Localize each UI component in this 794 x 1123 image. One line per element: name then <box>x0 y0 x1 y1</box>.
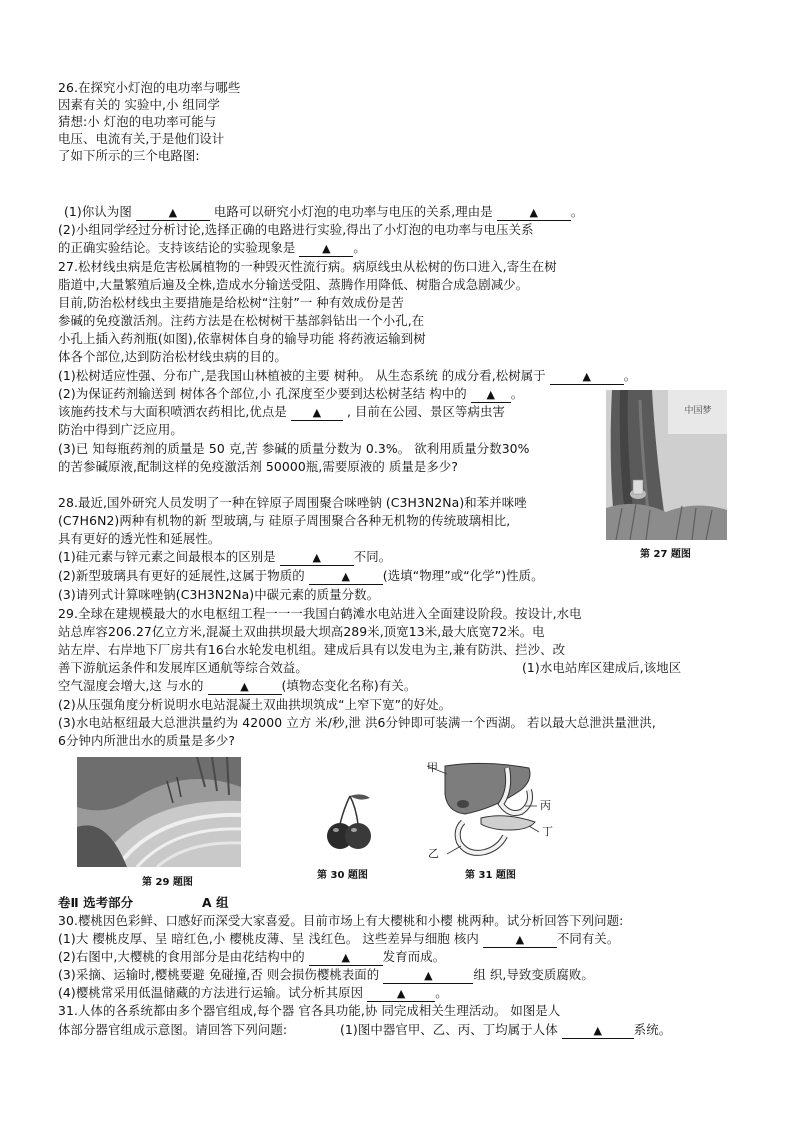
q29-line-4b: (1)水电站库区建成后,该地区 <box>522 660 682 675</box>
organ-label-bing: 丙 <box>540 799 552 812</box>
organ-label-ding: 丁 <box>542 825 554 838</box>
q27-line-3: 目前,防治松材线虫主要措施是给松树“注射”一 种有效成份是苦 <box>58 295 404 310</box>
q26-part-2a: (2)小组同学经过分析讨论,选择正确的电路进行实验,得出了小灯泡的电功率与电压关系 <box>58 222 534 237</box>
q29-part-1: 空气湿度会增大,这 与水的 ▲ (填物态变化名称)有关。 <box>58 678 417 693</box>
q27-line-6: 体各个部位,达到防治松材线虫病的目的。 <box>58 349 287 364</box>
q29-part-3a: (3)水电站枢纽最大总泄洪量约为 42000 立方 米/秒,泄 洪6分钟即可装满一个西湖。 若以最大总泄洪量泄洪, <box>58 715 656 730</box>
q30-line-1: 30.樱桃因色彩鲜、口感好而深受大家喜爱。目前市场上有大樱桃和小樱 桃两种。试分析回答下列问题: <box>58 913 624 928</box>
cherry-figure <box>322 792 376 854</box>
answer-blank[interactable]: ▲ <box>367 986 435 1002</box>
q27-line-1: 27.松材线虫病是危害松属植物的一种毁灭性流行病。病原线虫从松树的伤口进入,寄生在树 <box>58 259 557 274</box>
q27-line-4: 参碱的免疫激活剂。注药方法是在松树树干基部斜钻出一个小孔,在 <box>58 313 425 328</box>
answer-blank[interactable]: ▲ <box>280 550 354 566</box>
q28-part-3: (3)请列式计算咪唑钠(C3H3N2Na)中碳元素的质量分数。 <box>58 587 380 602</box>
q27-part-3b: 的苦参碱原液,配制这样的免疫激活剂 50000瓶,需要原液的 质量是多少? <box>58 459 458 474</box>
answer-blank[interactable]: ▲ <box>291 405 343 421</box>
q28-line-3: 具有更好的透光性和延展性。 <box>58 531 221 546</box>
q26-line-2: 因素有关的 实验中,小 组同学 <box>58 97 221 112</box>
q26-line-4: 电压、电流有关,于是他们设计 <box>58 131 225 146</box>
answer-blank[interactable]: ▲ <box>136 205 210 221</box>
figure-29-caption: 第 29 题图 <box>142 877 193 888</box>
q27-part-3a: (3)已 知每瓶药剂的质量是 50 克,苦 参碱的质量分数为 0.3%。 欲利用质量分数30% <box>58 441 530 456</box>
answer-blank[interactable]: ▲ <box>497 205 571 221</box>
q27-part-2a: (2)为保证药剂输送到 树体各个部位,小 孔深度至少要到达松树茎结 构中的 ▲ 。 <box>58 386 524 401</box>
q29-part-3b: 6分钟内所泄出水的质量是多少? <box>58 733 236 748</box>
answer-blank[interactable]: ▲ <box>309 569 383 585</box>
q27-line-5: 小孔上插入药剂瓶(如图),依靠树体自身的输导功能 将药液运输到树 <box>58 331 426 346</box>
section-title: 卷Ⅱ 选考部分 <box>58 895 134 910</box>
figure-31-caption: 第 31 题图 <box>465 870 516 881</box>
q31-part-1: (1)图中器官甲、乙、丙、丁均属于人体 ▲ 系统。 <box>340 1022 672 1037</box>
q30-part-4: (4)樱桃常采用低温储藏的方法进行运输。试分析其原因 ▲ 。 <box>58 985 448 1000</box>
answer-blank[interactable]: ▲ <box>562 1023 634 1039</box>
q29-line-2: 站总库容206.27亿立方米,混凝土双曲拱坝最大坝高289米,顶宽13米,最大底宽72米。电 <box>58 624 545 639</box>
q28-line-2: (C7H6N2)两种有机物的新 型玻璃,与 硅原子周围聚合各种无机物的传统玻璃相比, <box>58 513 511 528</box>
q28-part-2: (2)新型玻璃具有更好的延展性,这属于物质的 ▲ (选填“物理”或“化学”)性质。 <box>58 568 544 583</box>
tree-injection-photo <box>606 390 727 540</box>
q29-line-4a: 善下游航运条件和发展库区通航等综合效益。 <box>58 660 308 675</box>
answer-blank[interactable]: ▲ <box>483 932 557 948</box>
q26-part-2b: 的正确实验结论。支持该结论的实验现象是 ▲ 。 <box>58 240 366 255</box>
q31-line-2a: 体部分器官组成示意图。请回答下列问题: <box>58 1022 288 1037</box>
answer-blank[interactable]: ▲ <box>299 241 353 257</box>
figure-30-caption: 第 30 题图 <box>317 870 368 881</box>
q27-part-2b: 该施药技术与大面积喷洒农药相比,优点是 ▲ , 目前在公园、景区等病虫害 <box>58 404 505 419</box>
q26-part-1: (1)你认为图 ▲ 电路可以研究小灯泡的电功率与电压的关系,理由是 ▲ 。 <box>64 204 584 219</box>
digestive-organs-diagram <box>425 760 553 866</box>
organ-label-jia: 甲 <box>427 761 439 774</box>
dam-photo <box>77 757 241 867</box>
q28-part-1: (1)硅元素与锌元素之间最根本的区别是 ▲ 不同。 <box>58 549 392 564</box>
q30-part-2: (2)右图中,大樱桃的食用部分是由花结构中的 ▲ 发育而成。 <box>58 949 446 964</box>
photo-sign-text: 中国梦 <box>684 406 712 416</box>
organ-label-yi: 乙 <box>428 847 440 860</box>
q27-part-2d: 防治中得到广泛应用。 <box>58 422 183 437</box>
answer-blank[interactable]: ▲ <box>471 387 511 403</box>
q30-part-1: (1)大 樱桃皮厚、呈 暗红色,小 樱桃皮薄、呈 浅红色。 这些差异与细胞 核内 ▲ 不同有关。 <box>58 931 620 946</box>
q26-line-5: 了如下所示的三个电路图: <box>58 148 200 163</box>
q26-line-1: 26.在探究小灯泡的电功率与哪些 <box>58 80 241 95</box>
q28-line-1: 28.最近,国外研究人员发明了一种在锌原子周围聚合咪唑钠 (C3H3N2Na)和苯并咪唑 <box>58 495 527 510</box>
q26-line-3: 猜想:小 灯泡的电功率可能与 <box>58 114 217 129</box>
answer-blank[interactable]: ▲ <box>550 369 624 385</box>
q29-part-2: (2)从压强角度分析说明水电站混凝土双曲拱坝筑成“上窄下宽”的好处。 <box>58 697 452 712</box>
q29-line-3: 站左岸、右岸地下厂房共有16台水轮发电机组。建成后具有以发电为主,兼有防洪、拦沙、改 <box>58 642 566 657</box>
answer-blank[interactable]: ▲ <box>208 679 282 695</box>
q30-part-3: (3)采摘、运输时,樱桃要避 免碰撞,否 则会损伤樱桃表面的 ▲ 组 织,导致变质腐败。 <box>58 967 594 982</box>
q29-line-1: 29.全球在建规模最大的水电枢纽工程一一一我国白鹤滩水电站进入全面建设阶段。按设计,水电 <box>58 606 582 621</box>
q27-part-1: (1)松树适应性强、分布广,是我国山林植被的主要 树种。 从生态系统 的成分看,松树属于 ▲ 。 <box>58 368 637 383</box>
q31-line-1: 31.人体的各系统都由多个器官组成,每个器 官各具功能,协 同完成相关生理活动。 如图是人 <box>58 1003 561 1018</box>
q27-line-2: 脂道中,大量繁殖后遍及全株,造成水分输送受阻、蒸腾作用降低、树脂合成急剧减少。 <box>58 277 529 292</box>
section-group: A 组 <box>202 895 229 910</box>
answer-blank[interactable]: ▲ <box>383 968 473 984</box>
answer-blank[interactable]: ▲ <box>309 950 383 966</box>
figure-27-caption: 第 27 题图 <box>640 549 691 560</box>
